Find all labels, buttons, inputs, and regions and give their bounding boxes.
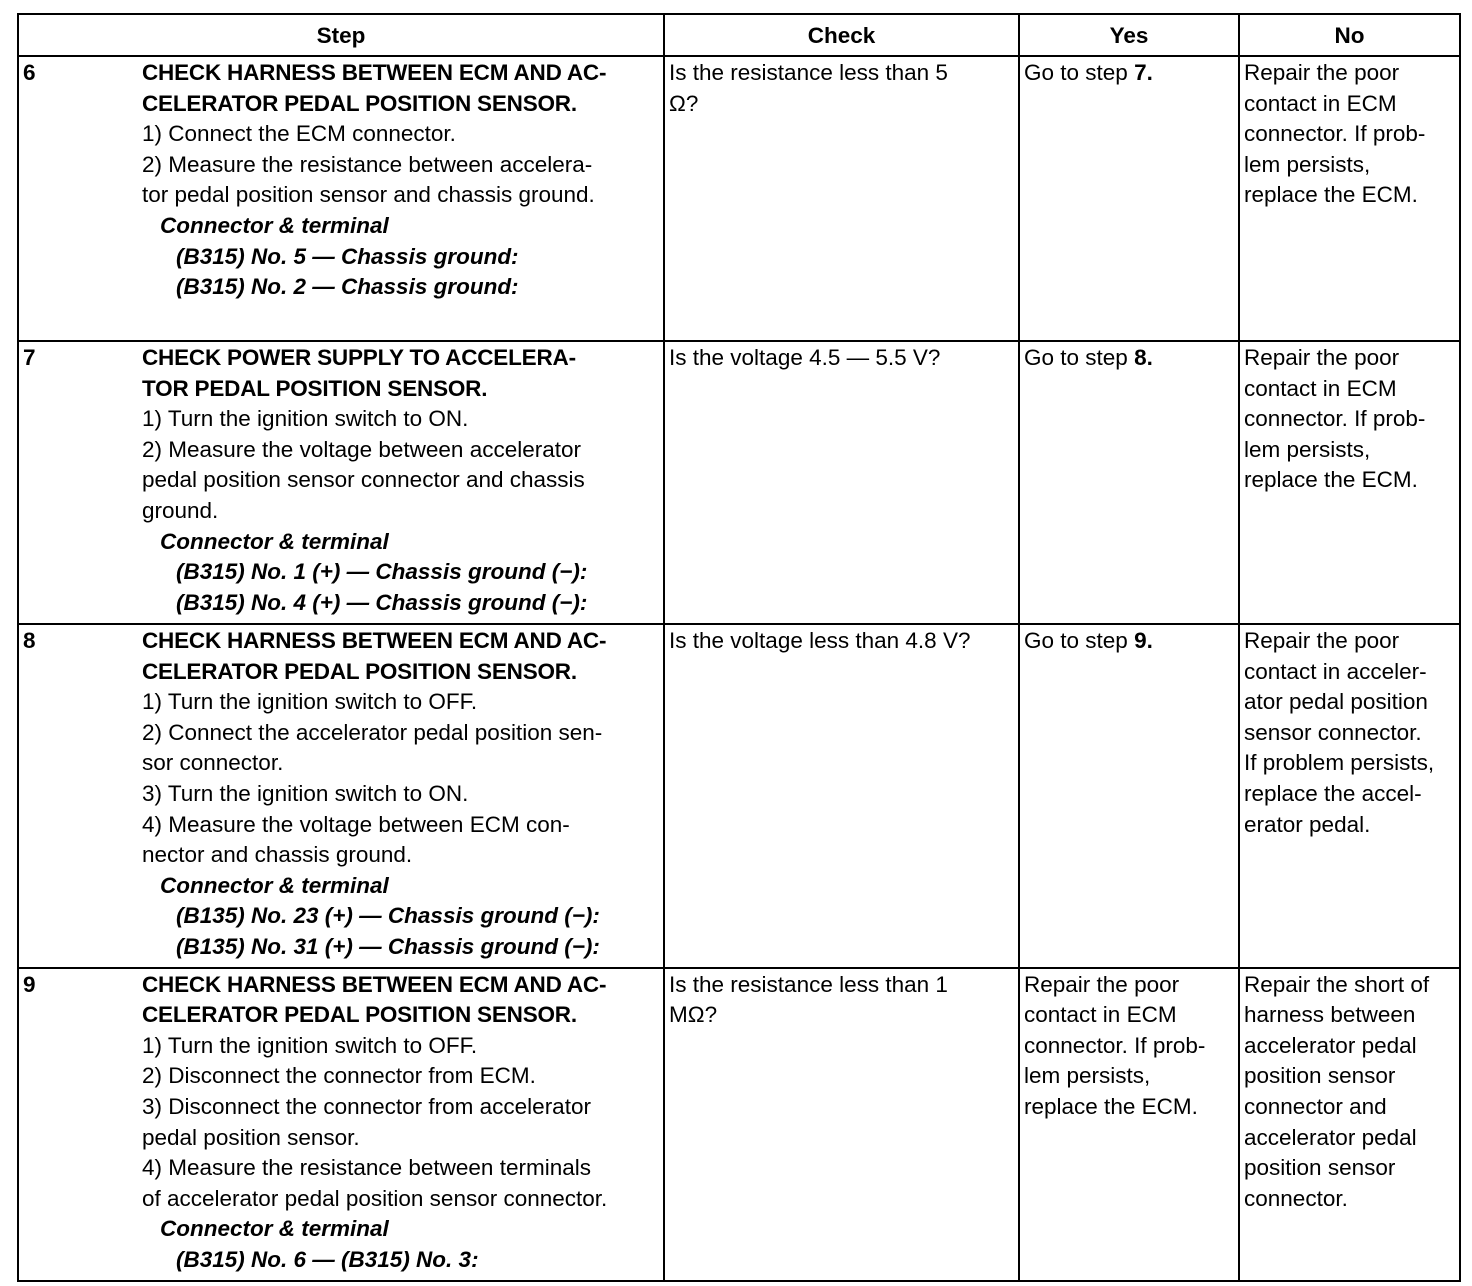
no-line: connector. If prob- <box>1244 406 1426 432</box>
instruction-line: of accelerator pedal position sensor connector. <box>142 1185 608 1211</box>
connector-heading: Connector & terminal <box>160 528 389 554</box>
table-row <box>18 341 1460 624</box>
no-line: replace the accel- <box>1244 780 1422 806</box>
step-number: 6 <box>18 56 138 341</box>
instruction-line: 1) Connect the ECM connector. <box>142 121 456 147</box>
connector-terminal-line: (B315) No. 5 — Chassis ground: <box>176 243 519 269</box>
no-line: connector. If prob- <box>1244 121 1426 147</box>
no-line: harness between <box>1244 1002 1416 1028</box>
step-description <box>138 968 664 1281</box>
connector-terminal-line: (B315) No. 4 (+) — Chassis ground (−): <box>176 589 588 615</box>
no-line: accelerator pedal <box>1244 1124 1417 1150</box>
connector-terminal-line: (B315) No. 2 — Chassis ground: <box>176 274 519 300</box>
instruction-line: pedal position sensor connector and chassis <box>142 467 585 493</box>
instruction-line: nector and chassis ground. <box>142 842 413 868</box>
instruction-line: 1) Turn the ignition switch to OFF. <box>142 689 478 715</box>
instruction-line: 2) Measure the resistance between accelera- <box>142 151 593 177</box>
diagnostic-table <box>17 13 1461 1282</box>
yes-line: Repair the poor <box>1024 971 1180 997</box>
no-line: lem persists, <box>1244 151 1371 177</box>
instruction-line: ground. <box>142 497 219 523</box>
check-cell <box>664 56 1019 341</box>
no-line: Repair the poor <box>1244 628 1400 653</box>
check-line: Is the resistance less than 5 <box>669 60 948 85</box>
yes-cell <box>1019 624 1239 968</box>
header-row <box>18 14 1460 56</box>
instruction-line: sor connector. <box>142 750 284 776</box>
no-line: contact in acceler- <box>1244 658 1427 684</box>
step-title-line: CELERATOR PEDAL POSITION SENSOR. <box>142 658 577 684</box>
no-line: contact in ECM <box>1244 375 1397 401</box>
step-description <box>138 341 664 624</box>
no-line: replace the ECM. <box>1244 467 1418 493</box>
step-title-line: CELERATOR PEDAL POSITION SENSOR. <box>142 1002 577 1028</box>
connector-terminal-line: (B315) No. 6 — (B315) No. 3: <box>176 1246 479 1272</box>
instruction-line: 2) Measure the voltage between accelerator <box>142 436 582 462</box>
no-line: contact in ECM <box>1244 90 1397 116</box>
header-no: No <box>1239 14 1460 56</box>
yes-line: replace the ECM. <box>1024 1093 1198 1119</box>
no-line: Repair the short of <box>1244 971 1430 997</box>
yes-cell <box>1019 968 1239 1281</box>
no-line: Repair the poor <box>1244 345 1400 370</box>
yes-line: connector. If prob- <box>1024 1032 1206 1058</box>
header-yes: Yes <box>1019 14 1239 56</box>
yes-cell <box>1019 341 1239 624</box>
step-title-line: CELERATOR PEDAL POSITION SENSOR. <box>142 90 577 116</box>
step-title-line: CHECK HARNESS BETWEEN ECM AND AC- <box>142 971 607 997</box>
no-line: If problem persists, <box>1244 750 1435 776</box>
step-title-line: TOR PEDAL POSITION SENSOR. <box>142 375 488 401</box>
connector-heading: Connector & terminal <box>160 212 389 238</box>
no-line: position sensor <box>1244 1155 1396 1181</box>
no-line: sensor connector. <box>1244 719 1422 745</box>
header-check: Check <box>664 14 1019 56</box>
check-cell <box>664 968 1019 1281</box>
no-cell <box>1239 624 1460 968</box>
check-line: Is the resistance less than 1 <box>669 971 948 997</box>
yes-text: Go to step <box>1024 345 1135 370</box>
instruction-line: 3) Turn the ignition switch to ON. <box>142 780 469 806</box>
check-line: Is the voltage less than 4.8 V? <box>669 628 971 653</box>
no-line: Repair the poor <box>1244 60 1400 85</box>
yes-line: lem persists, <box>1024 1063 1151 1089</box>
instruction-line: 2) Connect the accelerator pedal position sen- <box>142 719 603 745</box>
step-title-line: CHECK HARNESS BETWEEN ECM AND AC- <box>142 628 607 653</box>
no-line: replace the ECM. <box>1244 182 1418 208</box>
no-cell <box>1239 56 1460 341</box>
instruction-line: 4) Measure the voltage between ECM con- <box>142 811 570 837</box>
connector-terminal-line: (B135) No. 23 (+) — Chassis ground (−): <box>176 903 600 929</box>
yes-line: contact in ECM <box>1024 1002 1177 1028</box>
check-line: MΩ? <box>669 1002 718 1028</box>
instruction-line: 3) Disconnect the connector from accelerator <box>142 1093 591 1119</box>
yes-step-link: 8. <box>1134 345 1153 370</box>
connector-heading: Connector & terminal <box>160 872 389 898</box>
step-title-line: CHECK POWER SUPPLY TO ACCELERA- <box>142 345 576 370</box>
instruction-line: pedal position sensor. <box>142 1124 360 1150</box>
table-row <box>18 56 1460 341</box>
yes-cell <box>1019 56 1239 341</box>
instruction-line: 1) Turn the ignition switch to OFF. <box>142 1032 478 1058</box>
no-cell <box>1239 968 1460 1281</box>
instruction-line: tor pedal position sensor and chassis ground. <box>142 182 595 208</box>
table-row <box>18 968 1460 1281</box>
check-line: Ω? <box>669 90 699 116</box>
yes-step-link: 9. <box>1134 628 1153 653</box>
instruction-line: 2) Disconnect the connector from ECM. <box>142 1063 536 1089</box>
check-line: Is the voltage 4.5 — 5.5 V? <box>669 345 941 370</box>
step-number: 7 <box>18 341 138 624</box>
no-line: position sensor <box>1244 1063 1396 1089</box>
no-line: lem persists, <box>1244 436 1371 462</box>
connector-terminal-line: (B135) No. 31 (+) — Chassis ground (−): <box>176 933 600 959</box>
connector-terminal-line: (B315) No. 1 (+) — Chassis ground (−): <box>176 559 588 585</box>
no-line: ator pedal position <box>1244 689 1428 715</box>
no-line: erator pedal. <box>1244 811 1371 837</box>
connector-heading: Connector & terminal <box>160 1216 389 1242</box>
no-line: connector. <box>1244 1185 1348 1211</box>
step-number: 8 <box>18 624 138 968</box>
check-cell <box>664 341 1019 624</box>
check-cell <box>664 624 1019 968</box>
yes-text: Go to step <box>1024 60 1135 85</box>
instruction-line: 4) Measure the resistance between terminals <box>142 1155 591 1181</box>
step-title-line: CHECK HARNESS BETWEEN ECM AND AC- <box>142 60 607 85</box>
no-cell <box>1239 341 1460 624</box>
table-row <box>18 624 1460 968</box>
step-description <box>138 56 664 341</box>
step-description <box>138 624 664 968</box>
no-line: accelerator pedal <box>1244 1032 1417 1058</box>
header-step: Step <box>18 14 664 56</box>
step-number: 9 <box>18 968 138 1281</box>
yes-text: Go to step <box>1024 628 1135 653</box>
yes-step-link: 7. <box>1134 60 1153 85</box>
instruction-line: 1) Turn the ignition switch to ON. <box>142 406 469 432</box>
no-line: connector and <box>1244 1093 1387 1119</box>
